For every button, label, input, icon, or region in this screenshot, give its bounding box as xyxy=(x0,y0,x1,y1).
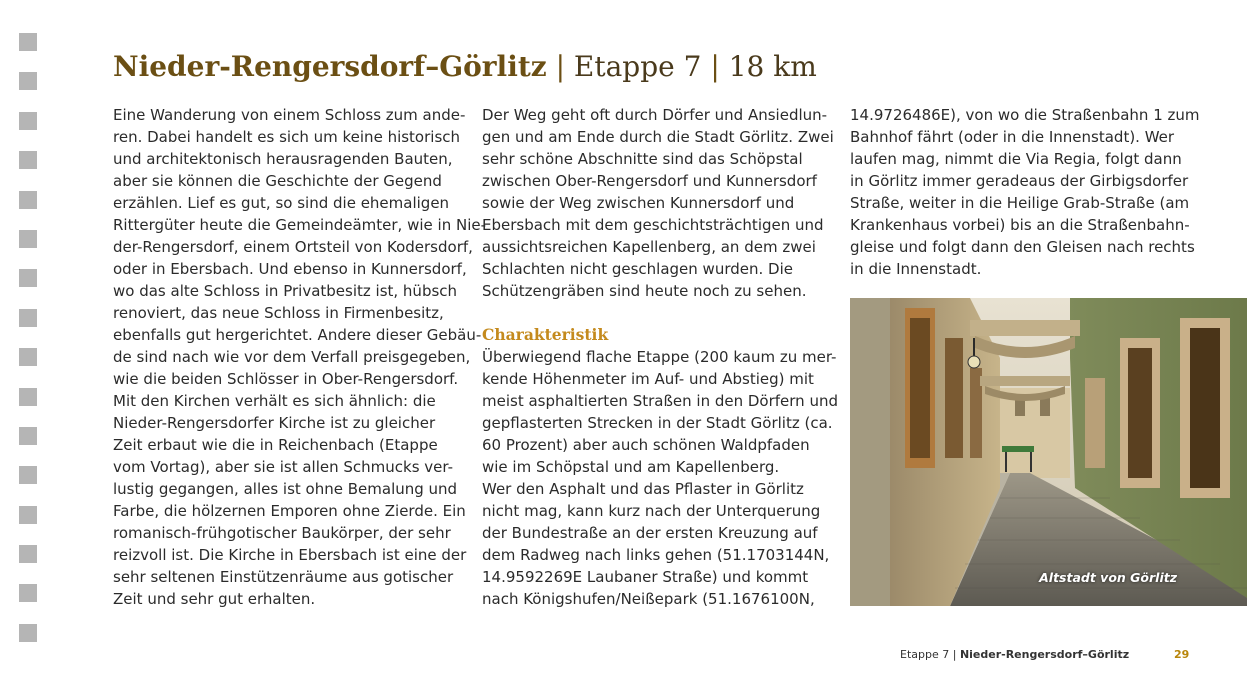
text-line: in die Innenstadt. xyxy=(850,260,982,278)
text-line: wo das alte Schloss in Privatbesitz ist, hübsch xyxy=(113,282,458,300)
edge-square xyxy=(19,348,37,366)
continuation-paragraph xyxy=(850,104,1200,280)
text-line: und architektonisch herausragenden Bauten, xyxy=(113,150,453,168)
text-line: wie im Schöpstal und am Kapellenberg. xyxy=(482,458,780,476)
text-line: nicht mag, kann kurz nach der Unterquerung xyxy=(482,502,821,520)
edge-square xyxy=(19,427,37,445)
text-line: Schlachten nicht geschlagen wurden. Die xyxy=(482,260,793,278)
text-line: Überwiegend flache Etappe (200 kaum zu mer- xyxy=(482,348,837,366)
text-line: Nieder-Rengersdorfer Kirche ist zu gleicher xyxy=(113,414,436,432)
charakteristik-paragraph xyxy=(482,346,838,610)
text-line: 14.9726486E), von wo die Straßenbahn 1 zum xyxy=(850,106,1200,124)
text-line: aussichtsreichen Kapellenberg, an dem zwei xyxy=(482,238,816,256)
text-line: 14.9592269E Laubaner Straße) und kommt xyxy=(482,568,809,586)
footer-separator: | xyxy=(952,648,957,661)
edge-square xyxy=(19,466,37,484)
edge-square xyxy=(19,545,37,563)
text-line: Straße, weiter in die Heilige Grab-Straße (am xyxy=(850,194,1190,212)
text-line: vom Vortag), aber sie ist allen Schmucks ver- xyxy=(113,458,454,476)
page-title xyxy=(113,50,817,83)
text-line: reizvoll ist. Die Kirche in Ebersbach ist eine der xyxy=(113,546,467,564)
page-number: 29 xyxy=(1174,648,1190,661)
text-column-1 xyxy=(113,104,487,610)
text-line: dem Radweg nach links gehen (51.1703144N, xyxy=(482,546,830,564)
text-line: sowie der Weg zwischen Kunnersdorf und xyxy=(482,194,795,212)
title-separator: | xyxy=(555,50,566,83)
title-distance: 18 km xyxy=(728,50,817,83)
text-line: Krankenhaus vorbei) bis an die Straßenbahn- xyxy=(850,216,1190,234)
edge-square xyxy=(19,309,37,327)
edge-square xyxy=(19,230,37,248)
text-line: Farbe, die hölzernen Emporen ohne Zierde. Ein xyxy=(113,502,466,520)
edge-square xyxy=(19,72,37,90)
text-line: de sind nach wie vor dem Verfall preisgegeben, xyxy=(113,348,471,366)
text-line: der Bundestraße an der ersten Kreuzung auf xyxy=(482,524,818,542)
text-line: Mit den Kirchen verhält es sich ähnlich: die xyxy=(113,392,436,410)
text-line: nach Königshufen/Neißepark (51.1676100N, xyxy=(482,590,815,608)
edge-square xyxy=(19,506,37,524)
text-column-3 xyxy=(850,104,1200,280)
text-line: 60 Prozent) aber auch schönen Waldpfaden xyxy=(482,436,810,454)
text-line: wie die beiden Schlösser in Ober-Rengersdorf. xyxy=(113,370,459,388)
edge-square xyxy=(19,584,37,602)
text-line: meist asphaltierten Straßen in den Dörfern und xyxy=(482,392,838,410)
alley-photo xyxy=(850,298,1247,606)
text-line: laufen mag, nimmt die Via Regia, folgt dann xyxy=(850,150,1182,168)
footer-route: Nieder-Rengersdorf–Görlitz xyxy=(959,648,1130,661)
text-line: Der Weg geht oft durch Dörfer und Ansiedlun- xyxy=(482,106,828,124)
edge-square xyxy=(19,269,37,287)
title-route: Nieder-Rengersdorf–Görlitz xyxy=(113,50,547,83)
text-line: sehr schöne Abschnitte sind das Schöpstal xyxy=(482,150,803,168)
route-paragraph xyxy=(482,104,834,302)
text-line: gepflasterten Strecken in der Stadt Görlitz (ca. xyxy=(482,414,833,432)
running-footer xyxy=(900,648,1129,661)
text-line: Wer den Asphalt und das Pflaster in Görlitz xyxy=(482,480,804,498)
text-line: der-Rengersdorf, einem Ortsteil von Kodersdorf, xyxy=(113,238,473,256)
text-line: Schützengräben sind heute noch zu sehen. xyxy=(482,282,807,300)
text-line: in Görlitz immer geradeaus der Girbigsdorfer xyxy=(850,172,1189,190)
intro-paragraph xyxy=(113,104,487,610)
edge-square xyxy=(19,151,37,169)
edge-square xyxy=(19,112,37,130)
text-line: Zeit und sehr gut erhalten. xyxy=(113,590,316,608)
text-line: Zeit erbaut wie die in Reichenbach (Etappe xyxy=(113,436,438,454)
text-line: renoviert, das neue Schloss in Firmenbesitz, xyxy=(113,304,444,322)
title-stage: Etappe 7 xyxy=(573,50,702,83)
edge-square xyxy=(19,388,37,406)
edge-square xyxy=(19,624,37,642)
text-line: ebenfalls gut hergerichtet. Andere dieser Gebäu- xyxy=(113,326,482,344)
text-line: kende Höhenmeter im Auf- und Abstieg) mit xyxy=(482,370,814,388)
text-line: Ebersbach mit dem geschichtsträchtigen und xyxy=(482,216,824,234)
text-line: Eine Wanderung von einem Schloss zum ande- xyxy=(113,106,466,124)
text-line: oder in Ebersbach. Und ebenso in Kunnersdorf, xyxy=(113,260,467,278)
footer-stage: Etappe 7 xyxy=(900,648,950,661)
text-line: gleise und folgt dann den Gleisen nach rechts xyxy=(850,238,1195,256)
text-line: sehr seltenen Einstützenräume aus gotischer xyxy=(113,568,454,586)
text-line: gen und am Ende durch die Stadt Görlitz. Zwei xyxy=(482,128,834,146)
text-line: Rittergüter heute die Gemeindeämter, wie in Nie- xyxy=(113,216,487,234)
section-heading-charakteristik: Charakteristik xyxy=(482,325,609,344)
text-line: aber sie können die Geschichte der Gegend xyxy=(113,172,442,190)
photo-caption: Altstadt von Görlitz xyxy=(1039,570,1177,585)
text-line: ren. Dabei handelt es sich um keine historisch xyxy=(113,128,461,146)
edge-square xyxy=(19,33,37,51)
edge-square xyxy=(19,191,37,209)
text-line: romanisch-frühgotischer Baukörper, der sehr xyxy=(113,524,451,542)
alley-illustration xyxy=(850,298,1247,606)
text-line: zwischen Ober-Rengersdorf und Kunnersdorf xyxy=(482,172,817,190)
edge-marker-squares xyxy=(19,33,39,663)
text-line: lustig gegangen, alles ist ohne Bemalung und xyxy=(113,480,458,498)
text-column-2 xyxy=(482,104,838,610)
title-separator: | xyxy=(710,50,720,83)
text-line: Bahnhof fährt (oder in die Innenstadt). Wer xyxy=(850,128,1175,146)
text-line: erzählen. Lief es gut, so sind die ehemaligen xyxy=(113,194,450,212)
